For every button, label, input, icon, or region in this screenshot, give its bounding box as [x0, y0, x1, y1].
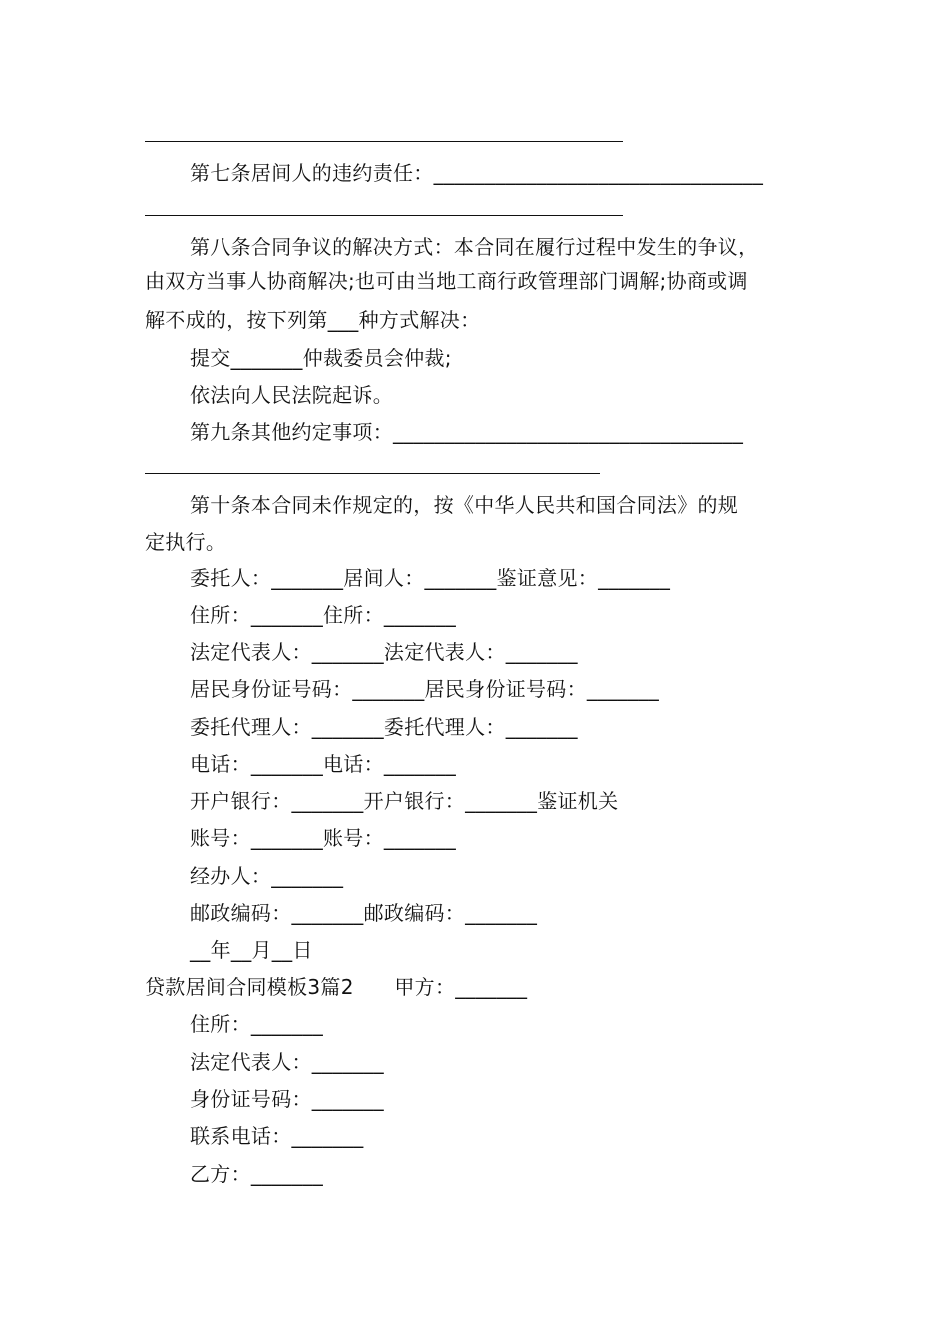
signature-line: 法定代表人：_______法定代表人：_______ [190, 640, 578, 664]
signature-line: 开户银行：_______开户银行：_______鉴证机关 [190, 789, 619, 813]
party-a-field: 法定代表人：_______ [190, 1050, 384, 1074]
signature-line: 电话：_______电话：_______ [190, 752, 456, 776]
party-b-field: 乙方：_______ [190, 1162, 323, 1186]
arbitration-option: 提交_______仲裁委员会仲裁; [190, 346, 452, 370]
signature-line: 账号：_______账号：_______ [190, 826, 456, 850]
blank-line [145, 215, 623, 216]
party-a-field: 身份证号码：_______ [190, 1087, 384, 1111]
signature-line: 委托人：_______居间人：_______鉴证意见：_______ [190, 566, 671, 590]
party-a-field: 住所：_______ [190, 1012, 323, 1036]
article-10-line-1: 第十条本合同未作规定的，按《中华人民共和国合同法》的规 [190, 493, 739, 517]
article-9: 第九条其他约定事项：__________________________________ [190, 420, 744, 444]
section-heading: 贷款居间合同模板3篇2 甲方：_______ [145, 975, 528, 999]
article-7: 第七条居间人的违约责任：________________________________ [190, 161, 764, 185]
blank-line [145, 141, 623, 142]
article-10-line-2: 定执行。 [145, 530, 227, 554]
signature-line: 居民身份证号码：_______居民身份证号码：_______ [190, 677, 659, 701]
court-option: 依法向人民法院起诉。 [190, 383, 393, 407]
signature-line: 邮政编码：_______邮政编码：_______ [190, 901, 538, 925]
article-8-line-2: 由双方当事人协商解决;也可由当地工商行政管理部门调解;协商或调 [145, 269, 748, 293]
article-8-line-3: 解不成的，按下列第___种方式解决： [145, 308, 481, 332]
signature-line: 住所：_______住所：_______ [190, 603, 456, 627]
blank-line [145, 473, 600, 474]
date-line: __年__月__日 [190, 938, 313, 962]
article-8-line-1: 第八条合同争议的解决方式：本合同在履行过程中发生的争议， [190, 235, 759, 259]
signature-line: 委托代理人：_______委托代理人：_______ [190, 715, 578, 739]
party-a-field: 联系电话：_______ [190, 1124, 364, 1148]
signature-line: 经办人：_______ [190, 864, 344, 888]
